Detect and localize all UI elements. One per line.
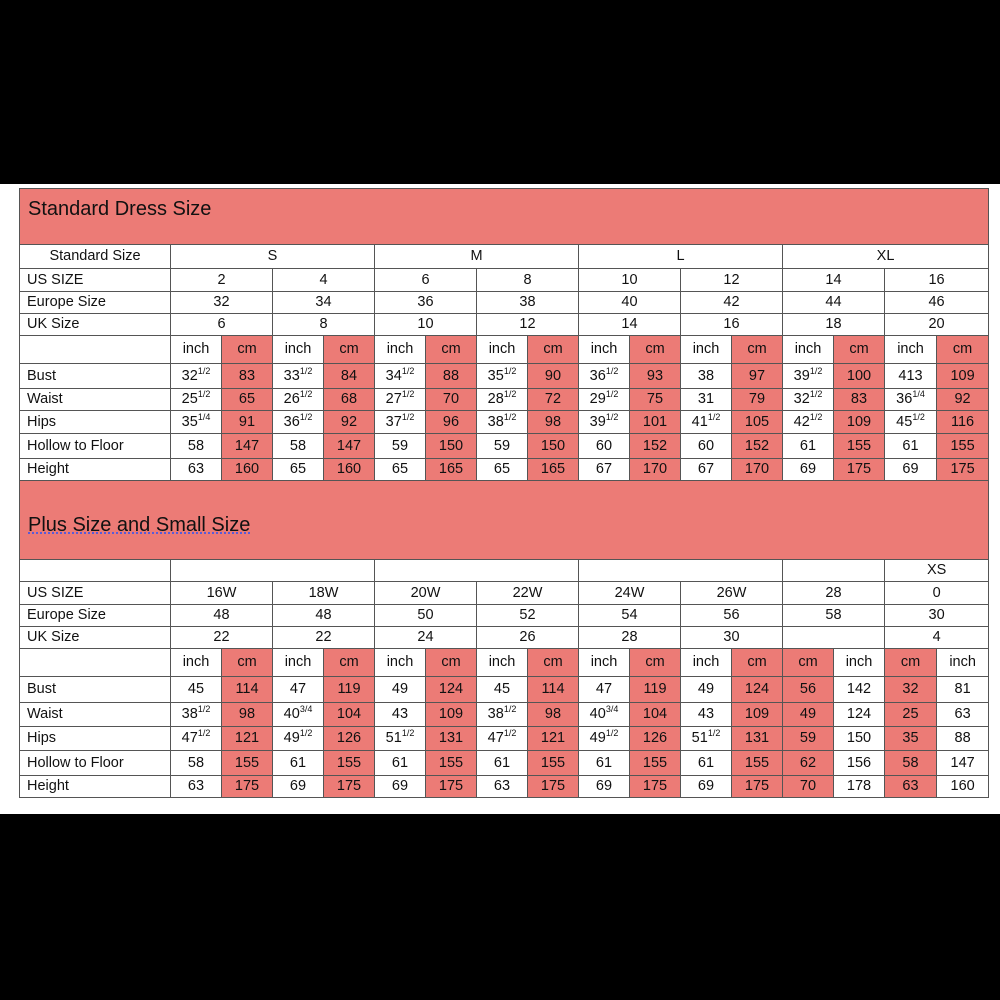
- uk-size-cell: 30: [681, 627, 783, 649]
- measurement-value-cell: 170: [732, 459, 783, 481]
- europe-size-cell: 56: [681, 605, 783, 627]
- measurement-value-cell: 121: [222, 727, 273, 751]
- measurement-value-cell: 147: [222, 434, 273, 459]
- us-size-cell: 16W: [171, 582, 273, 605]
- measurement-value-cell: 58: [273, 434, 324, 459]
- measurement-value-cell: 90: [528, 364, 579, 389]
- unit-header-cell: cm: [834, 336, 885, 364]
- measurement-label: Waist: [20, 389, 171, 411]
- measurement-value-cell: 49: [783, 703, 834, 727]
- uk-size-cell: 14: [579, 314, 681, 336]
- measurement-value-cell: $39^{1/2}$: [579, 411, 630, 434]
- measurement-value-cell: 93: [630, 364, 681, 389]
- uk-size-cell: 6: [171, 314, 273, 336]
- measurement-value-cell: $39^{1/2}$: [783, 364, 834, 389]
- xs-label: XS: [885, 560, 989, 582]
- measurement-value-cell: 104: [630, 703, 681, 727]
- measurement-value-cell: $51^{1/2}$: [375, 727, 426, 751]
- europe-size-cell: 58: [783, 605, 885, 627]
- us-size-label: US SIZE: [20, 269, 171, 292]
- measurement-value-cell: 72: [528, 389, 579, 411]
- measurement-row: [20, 776, 989, 798]
- measurement-label: Hips: [20, 411, 171, 434]
- measurement-value-cell: 109: [732, 703, 783, 727]
- measurement-value-cell: 126: [324, 727, 375, 751]
- unit-header-cell: cm: [324, 649, 375, 677]
- measurement-value-cell: 175: [324, 776, 375, 798]
- measurement-value-cell: $41^{1/2}$: [681, 411, 732, 434]
- measurement-value-cell: 58: [171, 434, 222, 459]
- size-group-l: L: [579, 245, 783, 269]
- measurement-row: [20, 727, 989, 751]
- measurement-value-cell: 175: [630, 776, 681, 798]
- unit-header-cell: inch: [681, 336, 732, 364]
- unit-header-cell: inch: [579, 649, 630, 677]
- measurement-value-cell: 61: [273, 751, 324, 776]
- measurement-value-cell: 155: [630, 751, 681, 776]
- measurement-value-cell: $49^{1/2}$: [579, 727, 630, 751]
- unit-header-cell: inch: [477, 649, 528, 677]
- measurement-value-cell: 97: [732, 364, 783, 389]
- measurement-value-cell: 49: [375, 677, 426, 703]
- measurement-value-cell: 155: [937, 434, 989, 459]
- measurement-value-cell: $29^{1/2}$: [579, 389, 630, 411]
- uk-size-cell: 16: [681, 314, 783, 336]
- measurement-value-cell: 165: [528, 459, 579, 481]
- measurement-value-cell: 109: [834, 411, 885, 434]
- europe-size-cell: 38: [477, 292, 579, 314]
- us-size-cell: 28: [783, 582, 885, 605]
- us-size-label: US SIZE: [20, 582, 171, 605]
- standard-size-table: [19, 188, 989, 481]
- measurement-label: Bust: [20, 677, 171, 703]
- measurement-value-cell: $35^{1/4}$: [171, 411, 222, 434]
- unit-header-cell: cm: [732, 649, 783, 677]
- measurement-value-cell: 45: [477, 677, 528, 703]
- measurement-value-cell: 109: [937, 364, 989, 389]
- europe-size-cell: 30: [885, 605, 989, 627]
- measurement-value-cell: $26^{1/2}$: [273, 389, 324, 411]
- measurement-value-cell: 69: [885, 459, 937, 481]
- uk-size-label: UK Size: [20, 627, 171, 649]
- uk-size-row: [20, 314, 989, 336]
- unit-header-cell: cm: [528, 649, 579, 677]
- size-group-s: S: [171, 245, 375, 269]
- measurement-value-cell: 61: [885, 434, 937, 459]
- measurement-value-cell: 160: [324, 459, 375, 481]
- measurement-label: Hips: [20, 727, 171, 751]
- measurement-value-cell: 150: [426, 434, 477, 459]
- unit-header-cell: inch: [375, 649, 426, 677]
- uk-size-cell: 8: [273, 314, 375, 336]
- unit-header-cell: cm: [630, 649, 681, 677]
- measurement-value-cell: 70: [426, 389, 477, 411]
- measurement-value-cell: 63: [477, 776, 528, 798]
- measurement-value-cell: 116: [937, 411, 989, 434]
- measurement-value-cell: 124: [732, 677, 783, 703]
- measurement-value-cell: $28^{1/2}$: [477, 389, 528, 411]
- measurement-value-cell: 70: [783, 776, 834, 798]
- measurement-value-cell: 104: [324, 703, 375, 727]
- measurement-value-cell: 60: [681, 434, 732, 459]
- europe-size-cell: 44: [783, 292, 885, 314]
- measurement-value-cell: 38: [681, 364, 732, 389]
- measurement-value-cell: 155: [732, 751, 783, 776]
- uk-size-row: [20, 627, 989, 649]
- uk-size-cell: 10: [375, 314, 477, 336]
- measurement-value-cell: 96: [426, 411, 477, 434]
- measurement-value-cell: 92: [324, 411, 375, 434]
- us-size-cell: 4: [273, 269, 375, 292]
- empty-cell: [171, 560, 375, 582]
- unit-header-cell: cm: [783, 649, 834, 677]
- measurement-value-cell: 88: [937, 727, 989, 751]
- measurement-value-cell: 61: [477, 751, 528, 776]
- us-size-cell: 24W: [579, 582, 681, 605]
- unit-header-cell: inch: [273, 649, 324, 677]
- measurement-value-cell: 47: [579, 677, 630, 703]
- measurement-value-cell: $40^{3/4}$: [273, 703, 324, 727]
- europe-size-cell: 36: [375, 292, 477, 314]
- measurement-value-cell: 75: [630, 389, 681, 411]
- measurement-value-cell: 65: [273, 459, 324, 481]
- measurement-value-cell: $45^{1/2}$: [885, 411, 937, 434]
- measurement-value-cell: 98: [222, 703, 273, 727]
- measurement-value-cell: $38^{1/2}$: [171, 703, 222, 727]
- unit-header-cell: inch: [885, 336, 937, 364]
- unit-header-cell: inch: [834, 649, 885, 677]
- empty-cell: [20, 649, 171, 677]
- measurement-value-cell: 43: [375, 703, 426, 727]
- measurement-value-cell: 32: [885, 677, 937, 703]
- unit-header-cell: inch: [579, 336, 630, 364]
- measurement-value-cell: 69: [273, 776, 324, 798]
- us-size-cell: 6: [375, 269, 477, 292]
- measurement-value-cell: 63: [937, 703, 989, 727]
- us-size-cell: 14: [783, 269, 885, 292]
- units-row: [20, 336, 989, 364]
- measurement-value-cell: 84: [324, 364, 375, 389]
- us-size-row: [20, 582, 989, 605]
- measurement-value-cell: 67: [681, 459, 732, 481]
- unit-header-cell: cm: [222, 336, 273, 364]
- measurement-value-cell: 83: [834, 389, 885, 411]
- units-row: [20, 649, 989, 677]
- size-group-m: M: [375, 245, 579, 269]
- measurement-value-cell: 56: [783, 677, 834, 703]
- us-size-cell: 10: [579, 269, 681, 292]
- measurement-value-cell: 58: [171, 751, 222, 776]
- europe-size-cell: 54: [579, 605, 681, 627]
- unit-header-cell: cm: [324, 336, 375, 364]
- measurement-value-cell: 131: [732, 727, 783, 751]
- measurement-value-cell: 155: [324, 751, 375, 776]
- measurement-value-cell: 178: [834, 776, 885, 798]
- us-size-cell: 20W: [375, 582, 477, 605]
- measurement-value-cell: $35^{1/2}$: [477, 364, 528, 389]
- measurement-label: Waist: [20, 703, 171, 727]
- measurement-value-cell: 65: [375, 459, 426, 481]
- europe-size-cell: 32: [171, 292, 273, 314]
- measurement-value-cell: 175: [937, 459, 989, 481]
- measurement-value-cell: 124: [426, 677, 477, 703]
- measurement-value-cell: $47^{1/2}$: [171, 727, 222, 751]
- plus-title: [20, 481, 989, 560]
- measurement-value-cell: $49^{1/2}$: [273, 727, 324, 751]
- measurement-value-cell: 69: [783, 459, 834, 481]
- measurement-value-cell: 155: [834, 434, 885, 459]
- unit-header-cell: inch: [375, 336, 426, 364]
- unit-header-cell: cm: [528, 336, 579, 364]
- measurement-value-cell: 155: [528, 751, 579, 776]
- us-size-cell: 26W: [681, 582, 783, 605]
- standard-title: Standard Dress Size: [20, 189, 989, 245]
- unit-header-cell: inch: [273, 336, 324, 364]
- europe-size-cell: 42: [681, 292, 783, 314]
- unit-header-cell: cm: [426, 649, 477, 677]
- uk-size-cell: 4: [885, 627, 989, 649]
- unit-header-cell: cm: [426, 336, 477, 364]
- measurement-value-cell: $34^{1/2}$: [375, 364, 426, 389]
- measurement-value-cell: 61: [375, 751, 426, 776]
- measurement-value-cell: 25: [885, 703, 937, 727]
- size-group-xl: XL: [783, 245, 989, 269]
- measurement-value-cell: 175: [426, 776, 477, 798]
- measurement-value-cell: 175: [222, 776, 273, 798]
- standard-size-label: Standard Size: [20, 245, 171, 269]
- measurement-value-cell: 59: [375, 434, 426, 459]
- measurement-value-cell: $38^{1/2}$: [477, 411, 528, 434]
- measurement-row: [20, 434, 989, 459]
- europe-size-cell: 48: [273, 605, 375, 627]
- measurement-value-cell: 91: [222, 411, 273, 434]
- measurement-value-cell: 121: [528, 727, 579, 751]
- us-size-cell: 0: [885, 582, 989, 605]
- measurement-value-cell: 61: [579, 751, 630, 776]
- measurement-value-cell: 105: [732, 411, 783, 434]
- europe-size-label: Europe Size: [20, 292, 171, 314]
- measurement-value-cell: 47: [273, 677, 324, 703]
- empty-cell: [579, 560, 783, 582]
- europe-size-row: [20, 605, 989, 627]
- measurement-value-cell: 68: [324, 389, 375, 411]
- measurement-value-cell: 88: [426, 364, 477, 389]
- measurement-value-cell: 413: [885, 364, 937, 389]
- measurement-value-cell: $36^{1/2}$: [273, 411, 324, 434]
- measurement-value-cell: 152: [630, 434, 681, 459]
- measurement-value-cell: 58: [885, 751, 937, 776]
- measurement-value-cell: $33^{1/2}$: [273, 364, 324, 389]
- europe-size-cell: 52: [477, 605, 579, 627]
- measurement-value-cell: $25^{1/2}$: [171, 389, 222, 411]
- measurement-value-cell: $36^{1/2}$: [579, 364, 630, 389]
- measurement-label: Hollow to Floor: [20, 751, 171, 776]
- measurement-value-cell: 79: [732, 389, 783, 411]
- measurement-value-cell: 69: [579, 776, 630, 798]
- measurement-value-cell: $47^{1/2}$: [477, 727, 528, 751]
- measurement-row: [20, 751, 989, 776]
- measurement-label: Bust: [20, 364, 171, 389]
- measurement-row: [20, 677, 989, 703]
- measurement-value-cell: 175: [732, 776, 783, 798]
- unit-header-cell: cm: [937, 336, 989, 364]
- empty-cell: [783, 560, 885, 582]
- measurement-value-cell: 31: [681, 389, 732, 411]
- uk-size-cell: [783, 627, 885, 649]
- measurement-value-cell: 160: [222, 459, 273, 481]
- us-size-cell: 2: [171, 269, 273, 292]
- measurement-value-cell: 60: [579, 434, 630, 459]
- measurement-row: [20, 703, 989, 727]
- europe-size-cell: 46: [885, 292, 989, 314]
- empty-cell: [20, 560, 171, 582]
- uk-size-cell: 22: [273, 627, 375, 649]
- measurement-value-cell: 165: [426, 459, 477, 481]
- measurement-value-cell: 119: [324, 677, 375, 703]
- measurement-value-cell: 63: [171, 459, 222, 481]
- measurement-value-cell: 152: [732, 434, 783, 459]
- measurement-value-cell: $32^{1/2}$: [171, 364, 222, 389]
- measurement-value-cell: 109: [426, 703, 477, 727]
- unit-header-cell: cm: [885, 649, 937, 677]
- us-size-cell: 18W: [273, 582, 375, 605]
- measurement-value-cell: 160: [937, 776, 989, 798]
- size-chart-sheet: [0, 184, 1000, 814]
- unit-header-cell: inch: [477, 336, 528, 364]
- uk-size-cell: 18: [783, 314, 885, 336]
- measurement-value-cell: 92: [937, 389, 989, 411]
- measurement-value-cell: 59: [477, 434, 528, 459]
- uk-size-cell: 22: [171, 627, 273, 649]
- measurement-value-cell: 98: [528, 411, 579, 434]
- measurement-value-cell: 49: [681, 677, 732, 703]
- measurement-value-cell: 147: [324, 434, 375, 459]
- measurement-value-cell: 98: [528, 703, 579, 727]
- measurement-value-cell: 150: [528, 434, 579, 459]
- measurement-value-cell: 101: [630, 411, 681, 434]
- unit-header-cell: cm: [630, 336, 681, 364]
- measurement-value-cell: 67: [579, 459, 630, 481]
- unit-header-cell: inch: [171, 336, 222, 364]
- measurement-value-cell: 170: [630, 459, 681, 481]
- measurement-value-cell: 175: [528, 776, 579, 798]
- measurement-row: [20, 364, 989, 389]
- plus-size-table: [19, 480, 989, 798]
- us-size-cell: 22W: [477, 582, 579, 605]
- measurement-value-cell: 142: [834, 677, 885, 703]
- measurement-value-cell: 81: [937, 677, 989, 703]
- measurement-value-cell: 65: [222, 389, 273, 411]
- plus-title-text: Plus Size and Small Size: [28, 514, 251, 536]
- measurement-row: [20, 459, 989, 481]
- measurement-value-cell: 69: [681, 776, 732, 798]
- measurement-value-cell: 124: [834, 703, 885, 727]
- measurement-value-cell: $32^{1/2}$: [783, 389, 834, 411]
- europe-size-cell: 40: [579, 292, 681, 314]
- measurement-value-cell: 61: [783, 434, 834, 459]
- measurement-row: [20, 411, 989, 434]
- us-size-cell: 12: [681, 269, 783, 292]
- measurement-value-cell: 175: [834, 459, 885, 481]
- measurement-value-cell: 155: [222, 751, 273, 776]
- measurement-value-cell: 45: [171, 677, 222, 703]
- standard-size-row: [20, 245, 989, 269]
- measurement-value-cell: 63: [171, 776, 222, 798]
- unit-header-cell: cm: [732, 336, 783, 364]
- measurement-value-cell: 61: [681, 751, 732, 776]
- measurement-value-cell: $40^{3/4}$: [579, 703, 630, 727]
- measurement-value-cell: 114: [528, 677, 579, 703]
- measurement-value-cell: 63: [885, 776, 937, 798]
- measurement-value-cell: 69: [375, 776, 426, 798]
- measurement-value-cell: $38^{1/2}$: [477, 703, 528, 727]
- measurement-value-cell: 83: [222, 364, 273, 389]
- measurement-value-cell: $27^{1/2}$: [375, 389, 426, 411]
- empty-cell: [375, 560, 579, 582]
- unit-header-cell: inch: [681, 649, 732, 677]
- measurement-value-cell: 156: [834, 751, 885, 776]
- measurement-value-cell: 35: [885, 727, 937, 751]
- unit-header-cell: cm: [222, 649, 273, 677]
- uk-size-cell: 28: [579, 627, 681, 649]
- europe-size-cell: 50: [375, 605, 477, 627]
- europe-size-label: Europe Size: [20, 605, 171, 627]
- empty-cell: [20, 336, 171, 364]
- measurement-value-cell: 62: [783, 751, 834, 776]
- measurement-value-cell: $42^{1/2}$: [783, 411, 834, 434]
- europe-size-row: [20, 292, 989, 314]
- measurement-value-cell: 155: [426, 751, 477, 776]
- measurement-value-cell: 59: [783, 727, 834, 751]
- measurement-value-cell: 100: [834, 364, 885, 389]
- europe-size-cell: 48: [171, 605, 273, 627]
- uk-size-cell: 12: [477, 314, 579, 336]
- measurement-label: Height: [20, 459, 171, 481]
- measurement-value-cell: 119: [630, 677, 681, 703]
- xs-header-row: [20, 560, 989, 582]
- measurement-label: Hollow to Floor: [20, 434, 171, 459]
- europe-size-cell: 34: [273, 292, 375, 314]
- us-size-cell: 8: [477, 269, 579, 292]
- uk-size-cell: 26: [477, 627, 579, 649]
- measurement-value-cell: $51^{1/2}$: [681, 727, 732, 751]
- measurement-value-cell: $37^{1/2}$: [375, 411, 426, 434]
- measurement-value-cell: 150: [834, 727, 885, 751]
- measurement-value-cell: 147: [937, 751, 989, 776]
- measurement-value-cell: 65: [477, 459, 528, 481]
- unit-header-cell: inch: [171, 649, 222, 677]
- us-size-row: [20, 269, 989, 292]
- uk-size-label: UK Size: [20, 314, 171, 336]
- us-size-cell: 16: [885, 269, 989, 292]
- measurement-value-cell: 126: [630, 727, 681, 751]
- measurement-row: [20, 389, 989, 411]
- unit-header-cell: inch: [783, 336, 834, 364]
- measurement-value-cell: $36^{1/4}$: [885, 389, 937, 411]
- uk-size-cell: 24: [375, 627, 477, 649]
- unit-header-cell: inch: [937, 649, 989, 677]
- measurement-value-cell: 43: [681, 703, 732, 727]
- measurement-value-cell: 131: [426, 727, 477, 751]
- measurement-value-cell: 114: [222, 677, 273, 703]
- uk-size-cell: 20: [885, 314, 989, 336]
- measurement-label: Height: [20, 776, 171, 798]
